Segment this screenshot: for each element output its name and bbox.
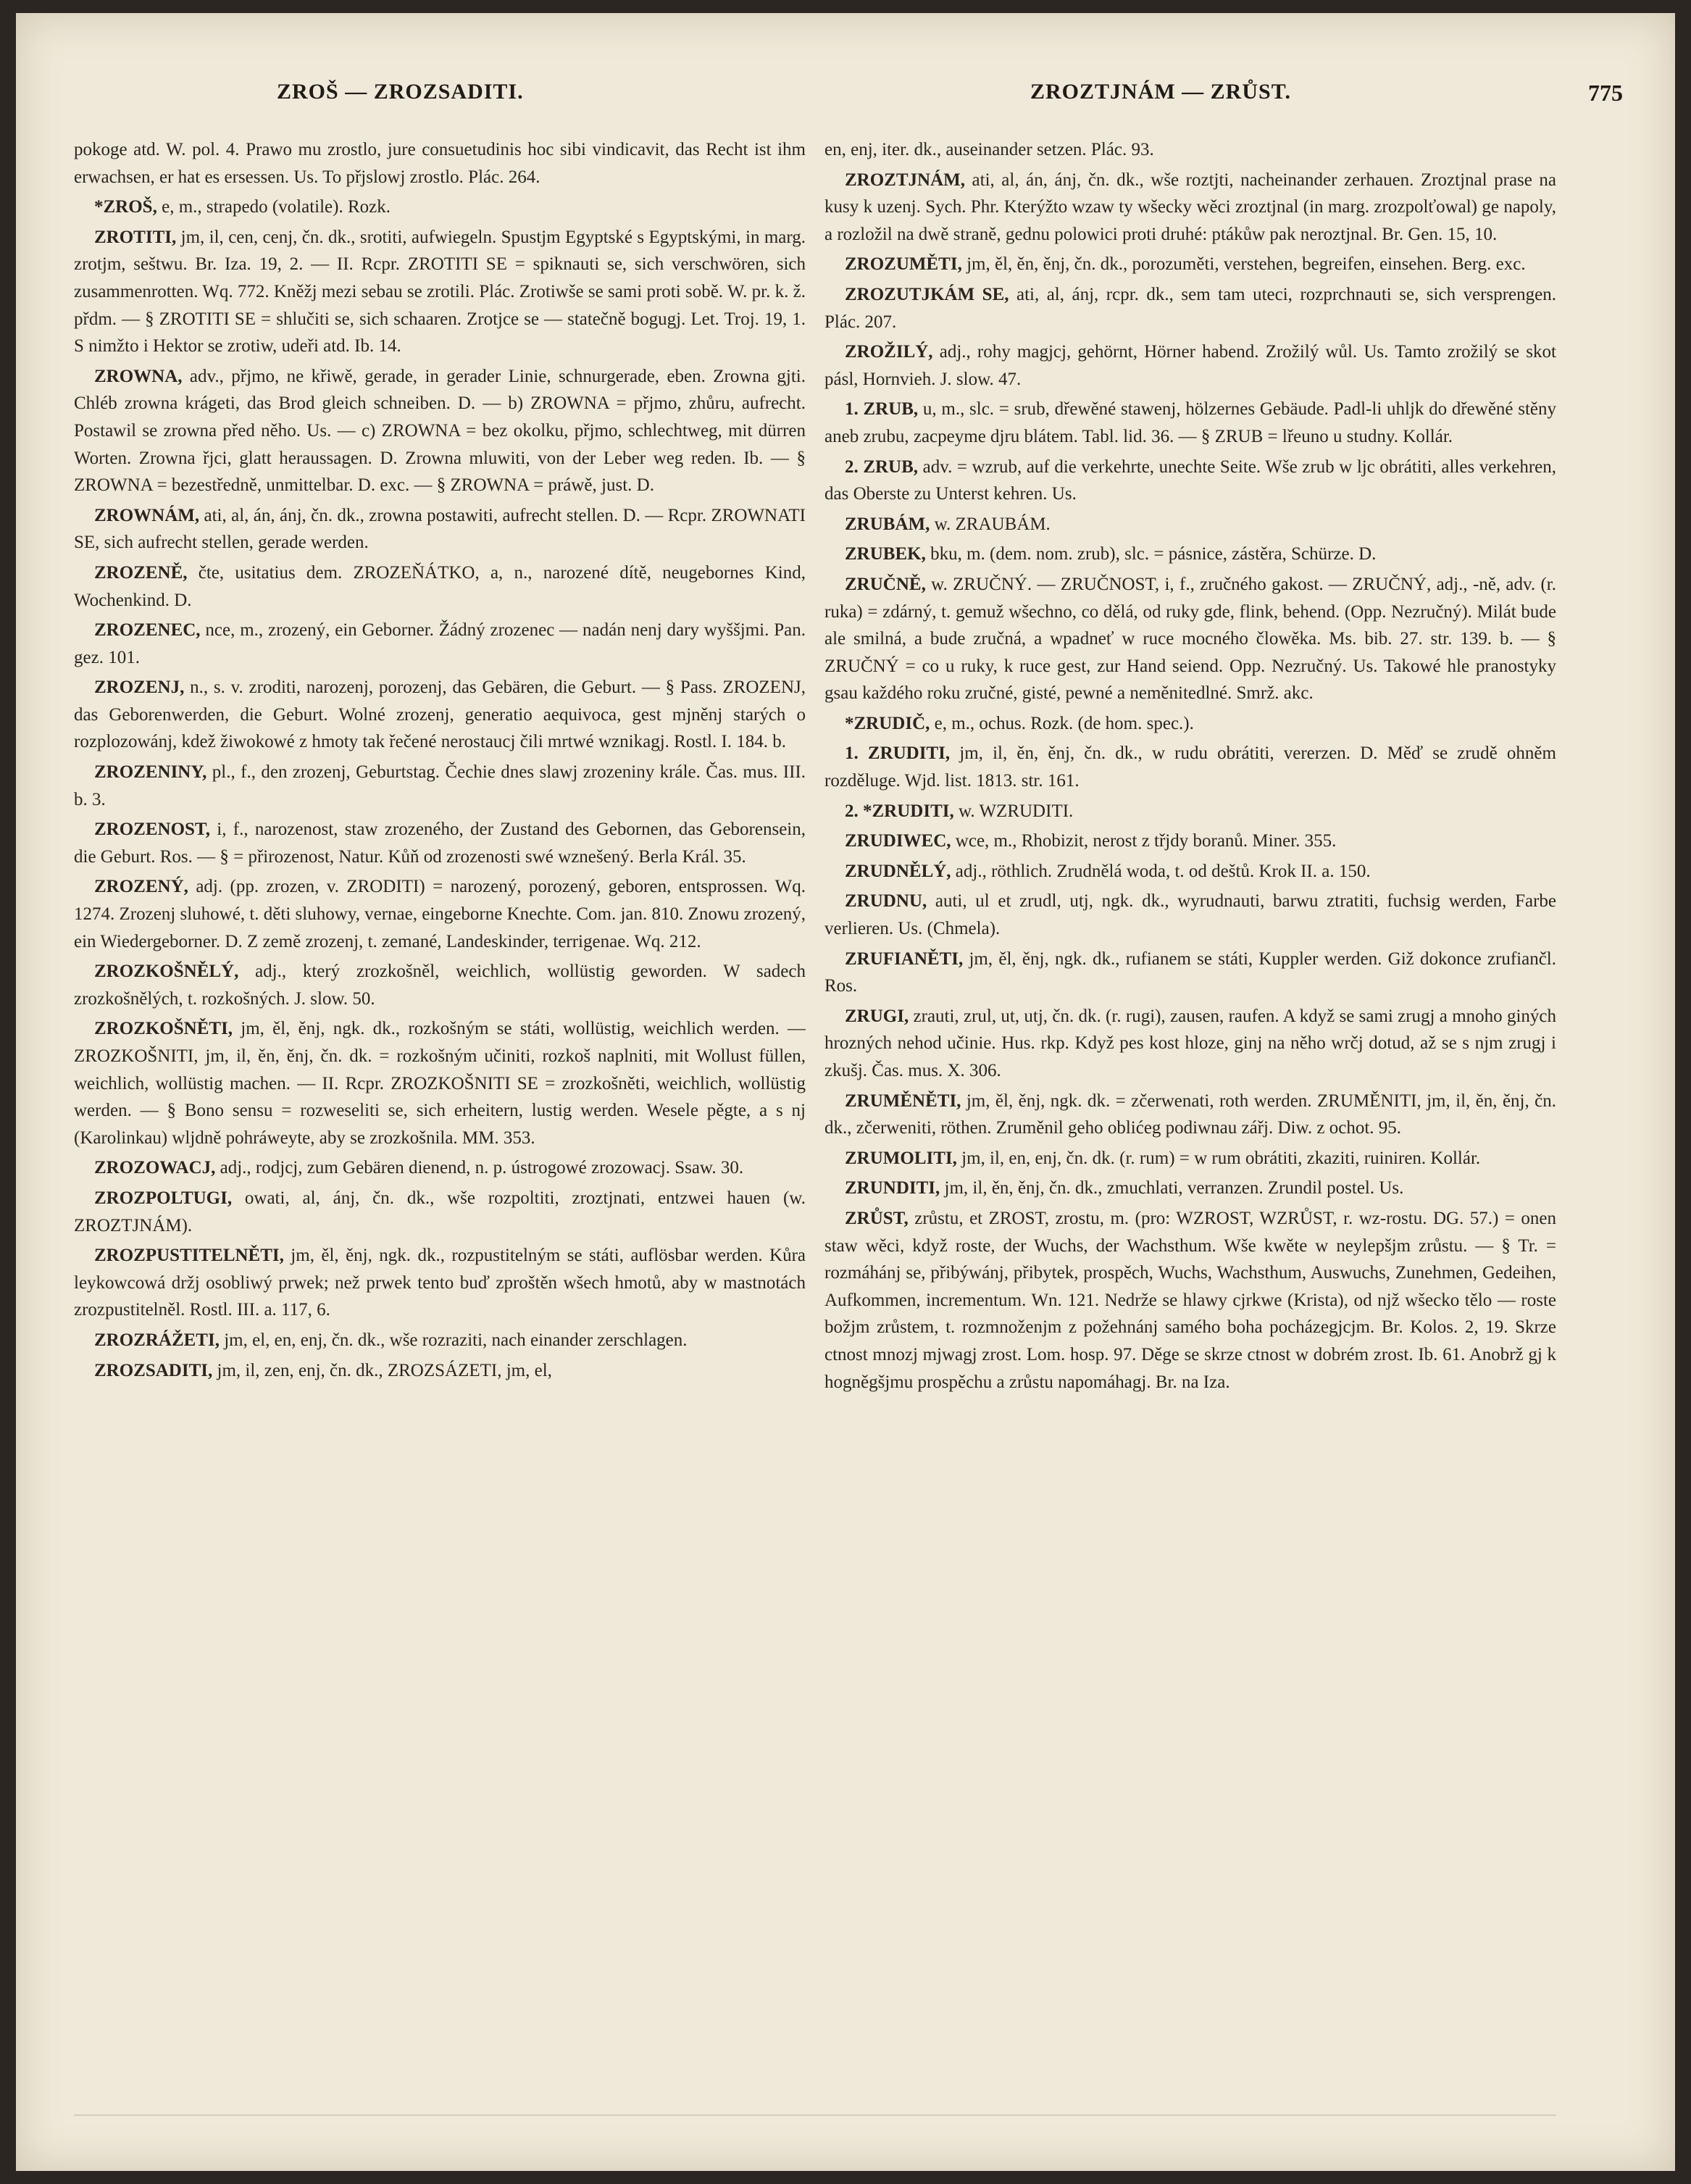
dictionary-entry [824,454,1556,508]
dictionary-entry [74,363,806,499]
entry-headword: ZROWNÁM, [94,505,200,525]
entry-text: ati, al, án, ánj, čn. dk., zrowna postawiti, aufrecht stellen. D. — Rcpr. ZROWNATI SE, sich aufrecht stellen, gerade werden. [74,505,806,553]
entry-headword: ZROZOWACJ, [94,1158,216,1178]
entry-text: i, f., narozenost, staw zrozeného, der Zustand des Gebornen, das Geborensein, die Geburt. Ros. — § = přirozenost, Natur. Kůň od zrozenosti swé wznešený. Berla Král. 35. [74,820,806,867]
entry-headword: ZROZENĚ, [94,562,188,583]
entry-headword: ZRUDNĚLÝ, [845,861,951,881]
left-column [74,136,806,2035]
page-edge-shadow [74,2114,1556,2116]
dictionary-entry [74,502,806,557]
entry-headword: ZROZKOŠNĚLÝ, [94,962,239,982]
dictionary-entry [74,759,806,813]
entry-headword: 2. *ZRUDITI, [845,801,954,821]
dictionary-entry [824,828,1556,855]
right-running-head: ZROZTJNÁM — ZRŮST. [1030,80,1291,104]
dictionary-entry [74,136,806,191]
entry-text: w. ZRUČNÝ. — ZRUČNOST, i, f., zručného gakost. — ZRUČNÝ, adj., -ně, adv. (r. ruka) = zdárný, t. gemuž wšechno, co dělá, od ruky gde, flink, behend. (Opp. Nezručný). Milát bude ale smilná, a bude zručná, a wpadneť w ruce mocného člowěka. Ms. bib. 27. str. 139. b. — § ZRUČNÝ = co u ruky, k ruce gest, zur Hand seiend. Opp. Nezručný. Us. Takowé hle pranostyky gsau každého roku zručné, gisté, pewné a neměnitedlné. Smrž. akc. [824,574,1556,704]
entry-headword: ZROZENJ, [94,678,185,698]
dictionary-entry [824,740,1556,794]
dictionary-entry [74,674,806,756]
entry-headword: ZROZPOLTUGI, [94,1188,233,1208]
entry-headword: ZRUČNĚ, [845,574,926,594]
entry-text: adj., rodjcj, zum Gebären dienend, n. p. ústrogowé zrozowacj. Ssaw. 30. [215,1158,744,1178]
entry-text: jm, ěl, ěnj, ngk. dk., rufianem se státi, Kuppler werden. Giž dokonce zrufiančl. Ros. [824,949,1556,996]
dictionary-entry [824,1175,1556,1202]
entry-text: jm, il, en, enj, čn. dk. (r. rum) = w rum obrátiti, zkaziti, ruiniren. Kollár. [956,1148,1481,1168]
entry-headword: ZROZRÁŽETI, [94,1330,220,1350]
entry-headword: ZRUDIWEC, [845,831,951,851]
entry-text: jm, ěl, ěnj, ngk. dk., rozkošným se státi, wollüstig, weichlich werden. — ZROZKOŠNITI, jm, il, ěn, ěnj, čn. dk. = rozkošným učiniti, rozkoš naplniti, mit Wollust füllen, weichlich, wollüstig machen. — II. Rcpr. ZROZKOŠNITI SE = zrozkošněti, weichlich, wollüstig werden. — § Bono sensu = rozweseliti se, sich erheitern, lustig werden. Wesele pěgte, a s nj (Karolinkau) wljdně pohráweyte, aby se zrozkošnila. MM. 353. [74,1019,806,1148]
entry-text: u, m., slc. = srub, dřewěné stawenj, hölzernes Gebäude. Padl-li uhljk do dřewěné stěny aneb zrubu, zacpeyme djru blátem. Tabl. lid. 36. — § ZRUB = lřeuno u studny. Kollár. [824,399,1556,446]
entry-headword: ZROWNA, [94,366,183,386]
right-column [824,136,1556,2035]
entry-text: zrůstu, et ZROST, zrostu, m. (pro: WZROST, WZRŮST, r. wz-rostu. DG. 57.) = onen staw wěci, když roste, der Wuchs, der Wachsthum. Wše kwěte w neylepšjm zrůstu. — § Tr. = rozmáhánj se, přibýwánj, přibytek, prospěch, Wuchs, Wachsthum, Auswuchs, Zunehmen, Gedeihen, Aufkommen, incrementum. Wn. 121. Nedrže se hlawy cjrkwe (Krista), od njž wšecko tělo — roste božjm zrůstem, t. rozmnoženjm z požehnánj samého boha pocházegjcjm. Br. Kolos. 2, 19. Skrze ctnost mnozj mjwagj zrost. Lom. hosp. 97. Děge se skrze ctnost w dobrém zrost. Ib. 61. Anobrž gj k hogněgšjmu prospěchu a zrůstu napomáhagj. Br. na Iza. [824,1208,1556,1392]
entry-text: pokoge atd. W. pol. 4. Prawo mu zrostlo, jure consuetudinis hoc sibi vindicavit, das Recht ist ihm erwachsen, er hat es ersessen. Us. To přjslowj zrostlo. Plác. 264. [74,140,806,187]
entry-headword: ZROZENÝ, [94,877,188,897]
entry-headword: ZROTITI, [94,227,177,247]
entry-headword: ZROZTJNÁM, [845,170,965,190]
dictionary-entry [824,1003,1556,1085]
entry-text: jm, il, ěn, ěnj, čn. dk., zmuchlati, verranzen. Zrundil postel. Us. [940,1178,1404,1199]
entry-headword: 1. ZRUB, [845,399,919,420]
dictionary-entry [74,958,806,1012]
dictionary-entry [824,281,1556,335]
entry-text: e, m., strapedo (volatile). Rozk. [156,197,391,217]
entry-text: jm, el, en, enj, čn. dk., wše rozraziti, nach einander zerschlagen. [219,1330,688,1350]
entry-headword: *ZRUDIČ, [845,713,930,733]
dictionary-entry [74,1357,806,1385]
dictionary-entry [824,858,1556,885]
dictionary-entry [74,873,806,955]
dictionary-entry [824,1145,1556,1172]
entry-text: bku, m. (dem. nom. zrub), slc. = pásnice, zástěra, Schürze. D. [925,544,1377,564]
dictionary-entry [74,1015,806,1151]
dictionary-entry [74,1185,806,1239]
entry-headword: ZRŮST, [845,1208,909,1228]
entry-headword: ZROZPUSTITELNĚTI, [94,1246,284,1266]
entry-text: adj. (pp. zrozen, v. ZRODITI) = narozený, porozený, geboren, entsprossen. Wq. 1274. Zrozenj sluhowé, t. děti sluhowy, vernae, eingeborne Knechte. Com. jan. 810. Znowu zrozený, ein Wiedergeborner. D. Z země zrozenj, t. zemané, Landeskinder, terrigenae. Wq. 212. [74,877,806,951]
entry-text: wce, m., Rhobizit, nerost z třjdy boranů. Miner. 355. [951,831,1337,851]
entry-headword: ZRUDNU, [845,891,927,912]
left-running-head: ZROŠ — ZROZSADITI. [277,80,524,104]
entry-headword: 2. ZRUB, [845,457,919,477]
entry-headword: ZROZUMĚTI, [845,254,962,275]
entry-headword: ZRUMOLITI, [845,1148,957,1168]
entry-text: adv. = wzrub, auf die verkehrte, unechte Seite. Wše zrub w ljc obrátiti, alles verkehren, das Oberste zu Unterst kehren. Us. [824,457,1556,504]
entry-text: jm, il, zen, enj, čn. dk., ZROZSÁZETI, jm, el, [212,1360,552,1380]
dictionary-entry [74,1242,806,1324]
dictionary-entry [824,396,1556,450]
dictionary-entry [824,888,1556,942]
dictionary-entry [824,571,1556,707]
dictionary-entry [74,816,806,870]
entry-text: ati, al, ánj, rcpr. dk., sem tam uteci, rozprchnauti se, sich versprengen. Plác. 207. [824,284,1556,332]
entry-text: adj., röthlich. Zrudnělá woda, t. od deštů. Krok II. a. 150. [951,861,1371,881]
entry-text: owati, al, ánj, čn. dk., wše rozpoltiti, zroztjnati, entzwei hauen (w. ZROZTJNÁM). [74,1188,806,1235]
dictionary-entry [824,798,1556,825]
page-number: 775 [1588,80,1623,106]
entry-headword: ZRUNDITI, [845,1178,940,1199]
dictionary-entry [74,224,806,360]
entry-text: w. ZRAUBÁM. [930,514,1051,534]
entry-headword: *ZROŠ, [94,197,157,217]
dictionary-entry [824,541,1556,568]
entry-text: n., s. v. zroditi, narozenj, porozenj, das Gebären, die Geburt. — § Pass. ZROZENJ, das Geborenwerden, die Geburt. Wolné zrozenj, generatio aequivoca, gest mjněnj starých o rozplozowánj, kdež žiwokowé z hmoty tak řečené nerostaucj čili mrtwé wznikagj. Rostl. I. 184. b. [74,678,806,752]
entry-text: en, enj, iter. dk., auseinander setzen. Plác. 93. [824,140,1154,159]
entry-text: nce, m., zrozený, ein Geborner. Žádný zrozenec — nadán nenj dary wyššjmi. Pan. gez. 101. [74,620,806,667]
entry-text: adj., který zrozkošněl, weichlich, wollüstig geworden. W sadech zrozkošnělých, t. rozkošných. J. slow. 50. [74,962,806,1009]
entry-text: auti, ul et zrudl, utj, ngk. dk., wyrudnauti, barwu ztratiti, fuchsig werden, Farbe verlieren. Us. (Chmela). [824,891,1556,939]
entry-text: pl., f., den zrozenj, Geburtstag. Čechie dnes slawj zrozeniny krále. Čas. mus. III. b. 3. [74,762,806,809]
dictionary-entry [824,710,1556,738]
dictionary-entry [824,511,1556,538]
entry-headword: ZRUBEK, [845,544,926,564]
entry-text: jm, ěl, ěn, ěnj, čn. dk., porozuměti, verstehen, begreifen, einsehen. Berg. exc. [961,254,1526,275]
dictionary-entry [824,167,1556,249]
dictionary-entry [824,251,1556,278]
dictionary-entry [74,617,806,671]
entry-text: jm, ěl, ěnj, ngk. dk., rozpustitelným se státi, auflösbar werden. Kůra leykowcowá držj osobliwý prwek; než prwek tento buď zproštěn wšech hmotů, aby w mastnotách zrozpustitelněl. Rostl. III. a. 117, 6. [74,1246,806,1320]
entry-headword: ZROZENINY, [94,762,207,783]
entry-headword: ZRUFIANĚTI, [845,949,964,969]
entry-text: ati, al, án, ánj, čn. dk., wše roztjti, nacheinander zerhauen. Zroztjnal prase na kusy k uzenj. Sych. Phr. Kterýžto wzaw ty wšecky wěci zroztjnal (in marg. zrozpolťowal) ge napoly, a rozložil na dwě straně, gednu polowici proti druhé: ptákůw pak neroztjnal. Br. Gen. 15, 10. [824,170,1556,244]
entry-headword: ZROŽILÝ, [845,342,933,362]
dictionary-entry [824,1088,1556,1142]
dictionary-entry [74,1327,806,1354]
entry-text: jm, il, ěn, ěnj, čn. dk., w rudu obrátiti, vererzen. D. Měď se zrudě ohněm rozděluge. Wjd. list. 1813. str. 161. [824,743,1556,791]
dictionary-entry [74,193,806,221]
entry-text: w. WZRUDITI. [953,801,1074,821]
entry-text: čte, usitatius dem. ZROZEŇÁTKO, a, n., narozené dítě, neugebornes Kind, Wochenkind. D. [74,562,806,610]
entry-text: adj., rohy magjcj, gehörnt, Hörner habend. Zrožilý wůl. Us. Tamto zrožilý se skot pásl, Hornvieh. J. slow. 47. [824,342,1556,389]
dictionary-entry [824,946,1556,1000]
entry-text: e, m., ochus. Rozk. (de hom. spec.). [930,713,1194,733]
dictionary-entry [824,1205,1556,1396]
entry-headword: ZROZENOST, [94,820,210,840]
entry-headword: ZRUBÁM, [845,514,930,534]
dictionary-entry [74,559,806,614]
entry-headword: ZROZKOŠNĚTI, [94,1019,233,1039]
entry-headword: ZROZENEC, [94,620,201,641]
entry-text: zrauti, zrul, ut, utj, čn. dk. (r. rugi), zausen, raufen. A když se sami zrugj a mnoho giných hrozných nehod učinie. Hus. rkp. Když pes kost hloze, ginj na něho wrčj dotud, až se s njm zrugj i zkušj. Čas. mus. X. 306. [824,1006,1556,1080]
entry-text: adv., přjmo, ne křiwě, gerade, in gerader Linie, schnurgerade, eben. Zrowna gjti. Chléb zrowna krágeti, das Brod gleich schneiben. D. — b) ZROWNA = přjmo, zhůru, aufrecht. Postawil se zrowna před něho. Us. — c) ZROWNA = bez okolku, přjmo, schlechtweg, mit dürren Worten. Zrowna řjci, glatt heraussagen. D. Zrowna mluwiti, von der Leber weg reden. Ib. — § ZROWNA = bezestředně, unmittelbar. D. exc. — § ZROWNA = práwě, just. D. [74,366,806,496]
entry-headword: ZRUGI, [845,1006,909,1026]
entry-headword: ZRUMĚNĚTI, [845,1091,961,1111]
entry-headword: ZROZUTJKÁM SE, [845,284,1009,304]
dictionary-entry [824,136,1556,164]
entry-headword: 1. ZRUDITI, [845,743,951,764]
entry-headword: ZROZSADITI, [94,1360,213,1380]
dictionary-entry [74,1154,806,1182]
dictionary-page [16,13,1675,2171]
entry-text: jm, il, cen, cenj, čn. dk., srotiti, aufwiegeln. Spustjm Egyptské s Egyptskými, in marg. zrotjm, seštwu. Br. Iza. 19, 2. — II. Rcpr. ZROTITI SE = spiknauti se, sich verschwören, sich zusammenrotten. Wq. 772. Kněžj mezi sebau se zrotili. Plác. Zrotiwše se sami proti sobě. W. pr. k. ž. přdm. — § ZROTITI SE = shlučiti se, sich schaaren. Zrotjce se — statečně bogugj. Let. Troj. 19, 1. S nimžto i Hektor se zrotiw, udeři atd. Ib. 14. [74,227,806,357]
dictionary-entry [824,338,1556,393]
entry-text: jm, ěl, ěnj, ngk. dk. = zčerwenati, roth werden. ZRUMĚNITI, jm, il, ěn, ěnj, čn. dk., zčerweniti, röthen. Zruměnil geho oblićeg podiwnau zářj. Diw. z ochot. 95. [824,1091,1556,1138]
